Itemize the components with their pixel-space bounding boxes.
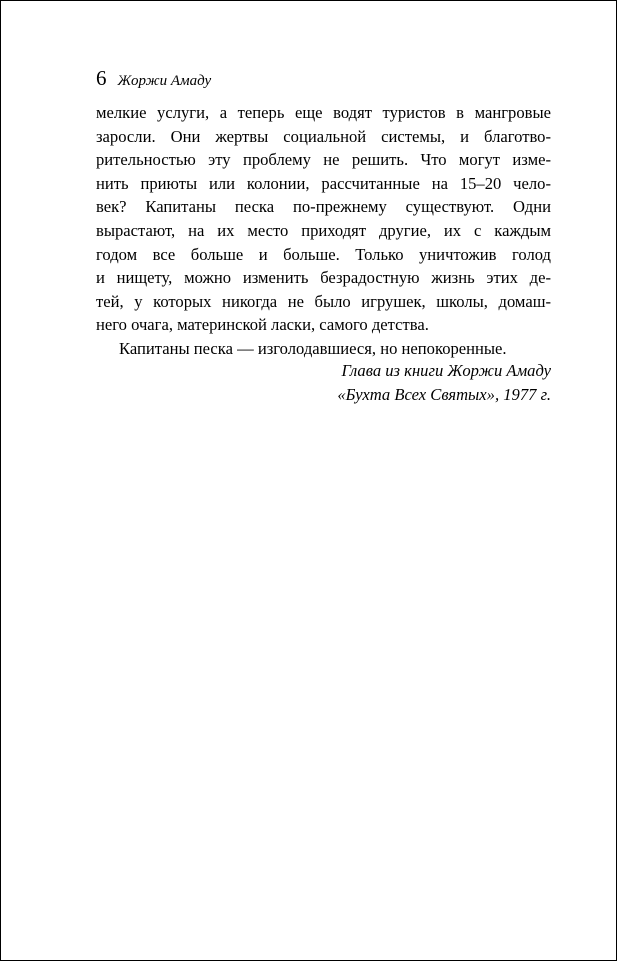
text-line: заросли. Они жертвы социальной системы, и благотво-	[96, 126, 551, 146]
source-attribution	[96, 359, 551, 406]
text-line: рительностью эту проблему не решить. Что могут изме-	[96, 150, 551, 170]
text-line: тей, у которых никогда не было игрушек, школы, домаш-	[96, 291, 551, 311]
text-line: годом все больше и больше. Только уничтожив голод	[96, 244, 551, 264]
running-head-author: Жоржи Амаду	[117, 73, 212, 89]
source-line-2: «Бухта Всех Святых», 1977 г.	[337, 384, 551, 404]
text-line: нить приюты или колонии, рассчитанные на 15–20 чело-	[96, 173, 551, 193]
text-line: и нищету, можно изменить безрадостную жизнь этих де-	[96, 268, 551, 288]
page-number: 6	[96, 66, 107, 90]
paragraph	[96, 337, 551, 361]
source-line-1: Глава из книги Жоржи Амаду	[341, 361, 551, 380]
text-line: него очага, материнской ласки, самого детства.	[96, 315, 429, 335]
running-head	[96, 66, 211, 92]
paragraph	[96, 101, 551, 337]
text-line: век? Капитаны песка по-прежнему существуют. Одни	[96, 197, 551, 217]
text-line: вырастают, на их место приходят другие, их с каждым	[96, 220, 551, 240]
text-line: Капитаны песка — изголодавшиеся, но непокоренные.	[119, 338, 507, 358]
text-line: мелкие услуги, а теперь еще водят туристов в мангровые	[96, 103, 551, 122]
body-text	[96, 101, 551, 361]
